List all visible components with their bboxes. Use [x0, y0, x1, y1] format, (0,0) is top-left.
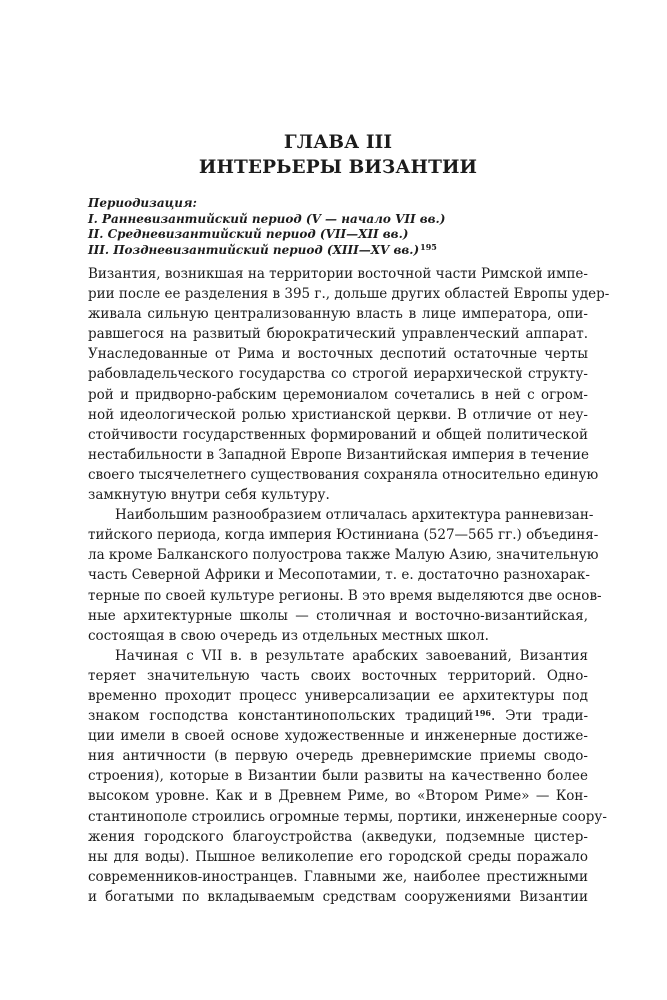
text-line: ния античности (в первую очередь древнеримские приемы сводо- — [88, 748, 588, 765]
text-line: ные архитектурные школы — столичная и восточно-византийская, — [88, 607, 588, 624]
text-line: ции имели в своей основе художественные и инженерные достиже- — [88, 728, 588, 745]
text-line: высоком уровне. Как и в Древнем Риме, во «Втором Риме» — Кон- — [88, 788, 588, 805]
chapter-number: ГЛАВА III — [283, 132, 393, 153]
text-segment: знаком господства константинопольских традиций — [88, 708, 474, 725]
text-line: Унаследованные от Рима и восточных деспотий остаточные черты — [88, 346, 588, 363]
period-middle: II. Средневизантийский период (VII—XII вв.) — [88, 227, 409, 241]
period-late-line — [88, 243, 588, 259]
chapter-title: ИНТЕРЬЕРЫ ВИЗАНТИИ — [198, 157, 478, 178]
periodization-heading: Периодизация: — [88, 196, 197, 210]
text-line: строения), которые в Византии были развиты на качественно более — [88, 768, 588, 785]
text-line: рой и придворно-рабским церемониалом сочетались в ней с огром- — [88, 386, 588, 403]
chapter-heading — [88, 130, 588, 180]
text-line: Наибольшим разнообразием отличалась архитектура ранневизан- — [115, 507, 594, 524]
footnote-ref-195[interactable]: 195 — [420, 241, 437, 252]
footnote-ref-196[interactable]: 196 — [474, 708, 491, 719]
text-line: живала сильную централизованную власть в лице императора, опи- — [88, 306, 588, 323]
text-line: временно проходит процесс универсализации ее архитектуры под — [88, 687, 588, 704]
text-line: современников-иностранцев. Главными же, наиболее престижными — [88, 868, 588, 885]
text-line: стойчивости государственных формирований и общей политической — [88, 426, 588, 443]
text-line: своего тысячелетнего существования сохраняла относительно единую — [88, 466, 599, 483]
paragraph-3 — [88, 646, 607, 907]
text-line: Начиная с VII в. в результате арабских завоеваний, Византия — [115, 647, 588, 664]
text-line: теряет значительную часть своих восточных территорий. Одно- — [88, 667, 588, 684]
text-line: нестабильности в Западной Европе Византийская империя в течение — [88, 446, 590, 463]
text-line: рабовладельческого государства со строгой иерархической структу- — [88, 366, 588, 383]
period-late: III. Поздневизантийский период (XIII—XV вв.) — [88, 242, 420, 257]
text-line: жения городского благоустройства (акведуки, подземные цистер- — [88, 828, 588, 845]
text-line: ны для воды). Пышное великолепие его городской среды поражало — [88, 848, 588, 865]
text-line: тийского периода, когда империя Юстиниана (527—565 гг.) объединя- — [88, 527, 599, 544]
text-line-with-footnote — [88, 706, 588, 726]
paragraph-2 — [88, 505, 602, 646]
text-line: ла кроме Балканского полуострова также Малую Азию, значительную — [88, 547, 599, 564]
period-early: I. Ранневизантийский период (V — начало VII вв.) — [88, 211, 446, 226]
text-line: терные по своей культуре регионы. В это время выделяются две основ- — [88, 587, 602, 604]
text-line: и богатыми по вкладываемым средствам сооружениями Византии — [88, 888, 588, 905]
text-line: стантинополе строились огромные термы, портики, инженерные соору- — [88, 808, 607, 825]
text-line: часть Северной Африки и Месопотамии, т. е. достаточно разнохарак- — [88, 567, 590, 584]
text-line: рии после ее разделения в 395 г., дольше других областей Европы удер- — [88, 286, 610, 303]
paragraph-1 — [88, 264, 610, 505]
text-line: равшегося на развитый бюрократический управленческий аппарат. — [88, 326, 588, 343]
text-segment: . Эти тради- — [490, 708, 588, 725]
text-line: замкнутую внутри себя культуру. — [88, 487, 330, 504]
book-page — [88, 130, 610, 907]
periodization-block — [88, 196, 588, 258]
text-line: Византия, возникшая на территории восточной части Римской импе- — [88, 266, 588, 282]
text-line: состоящая в свою очередь из отдельных местных школ. — [88, 627, 489, 644]
text-line: ной идеологической ролью христианской церкви. В отличие от неу- — [88, 406, 588, 423]
